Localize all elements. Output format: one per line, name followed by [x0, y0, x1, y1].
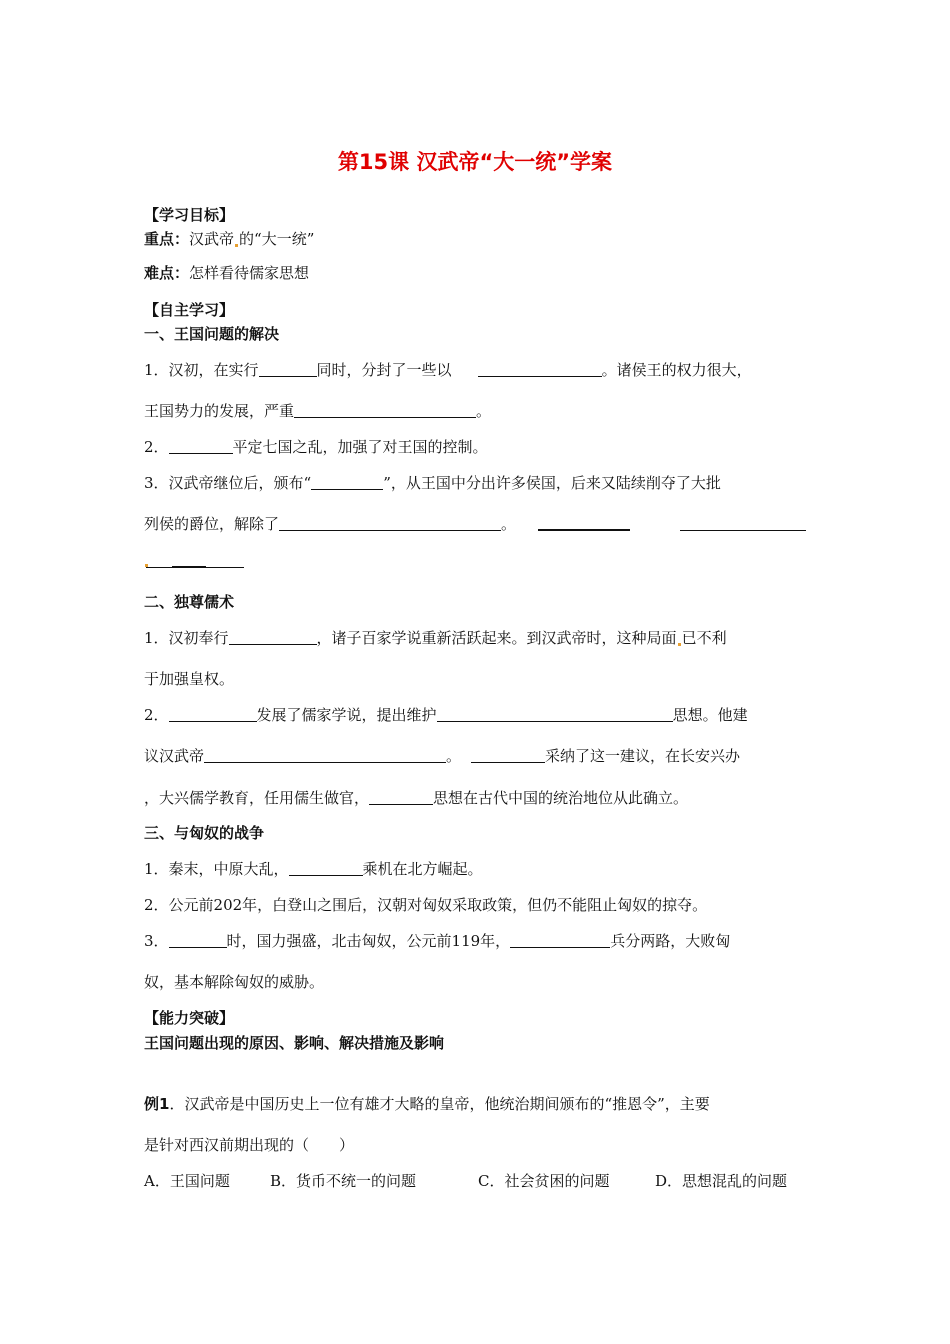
difficult-point-label: 难点： [144, 264, 190, 282]
answer-blank[interactable] [169, 437, 233, 454]
answer-blank[interactable] [204, 746, 446, 763]
text-segment: 。 [446, 747, 462, 765]
s3-question-1 [144, 859, 483, 879]
text-segment: 。 [501, 515, 517, 533]
option-c[interactable]: C．社会贫困的问题 [478, 1172, 610, 1190]
ability-heading: 【能力突破】 [144, 1009, 235, 1027]
self-study-heading: 【自主学习】 [144, 301, 235, 319]
s2-question-2-line-1 [144, 705, 748, 725]
section2-heading: 二、独尊儒术 [144, 593, 235, 611]
answer-blank[interactable] [169, 705, 257, 722]
option-b[interactable]: B．货币不统一的问题 [270, 1172, 417, 1190]
text-segment: ，诸子百家学说重新活跃起来。到汉武帝时，这种局面 [316, 629, 677, 647]
s3-question-2: 2．公元前202年，白登山之围后，汉朝对匈奴采取政策，但仍不能阻止匈奴的掠夺。 [144, 896, 708, 914]
answer-blank[interactable] [510, 931, 610, 948]
text-segment: 2． [144, 438, 169, 456]
s1-question-2 [144, 437, 488, 457]
text-segment: 思想。他建 [672, 706, 748, 724]
text-segment: 兵分两路，大败匈 [610, 932, 731, 950]
text-segment: 2． [144, 706, 169, 724]
s2-question-2-line-2 [144, 746, 740, 766]
answer-blank[interactable] [680, 530, 806, 531]
text-segment: 时，国力强盛，北击匈奴，公元前119年， [226, 932, 511, 950]
example-label: 例1 [144, 1095, 170, 1113]
s1-question-1-line-1 [144, 360, 752, 380]
answer-blank[interactable] [538, 529, 630, 531]
answer-blank[interactable] [169, 931, 227, 948]
s1-question-1-line-2 [144, 401, 491, 421]
text-segment: 。诸侯王的权力很大， [601, 361, 752, 379]
difficult-point-text: 怎样看待儒家思想 [189, 264, 310, 282]
answer-blank[interactable] [294, 401, 476, 418]
text-segment: 发展了儒家学说，提出维护 [256, 706, 437, 724]
text-segment: 1．秦末，中原大乱， [144, 860, 289, 878]
answer-blank[interactable] [471, 746, 545, 763]
section3-heading: 三、与匈奴的战争 [144, 824, 265, 842]
text-segment: 议汉武帝 [144, 747, 205, 765]
s1-question-3-line-1 [144, 473, 721, 493]
answer-blank[interactable] [437, 705, 673, 722]
text-segment: 3．汉武帝继位后，颁布“ [144, 474, 312, 492]
example-1-line-1 [144, 1094, 710, 1114]
ability-subheading: 王国问题出现的原因、影响、解决措施及影响 [144, 1034, 445, 1052]
difficult-point-line [144, 263, 309, 283]
text-segment: 乘机在北方崛起。 [362, 860, 483, 878]
s3-question-3-line-2: 奴，基本解除匈奴的威胁。 [144, 973, 325, 991]
answer-blank[interactable] [229, 628, 317, 645]
answer-blank[interactable] [369, 788, 433, 805]
text-segment: 同时，分封了一些以 [316, 361, 452, 379]
text-segment: 1．汉初，在实行 [144, 361, 259, 379]
text-segment: 王国势力的发展，严重 [144, 402, 295, 420]
answer-blank[interactable] [259, 360, 317, 377]
text-segment: 采纳了这一建议，在长安兴办 [545, 747, 741, 765]
s2-question-1-line-2: 于加强皇权。 [144, 670, 235, 688]
text-segment: ”，从王国中分出许多侯国，后来又陆续削夺了大批 [383, 474, 721, 492]
answer-blank[interactable] [279, 514, 501, 531]
option-d[interactable]: D．思想混乱的问题 [655, 1172, 788, 1190]
text-segment: 。 [476, 402, 492, 420]
s2-question-1-line-1 [144, 628, 727, 648]
answer-blank-mark [172, 566, 206, 568]
mark-dot [678, 643, 681, 646]
section1-heading: 一、王国问题的解决 [144, 325, 280, 343]
text-segment: 1．汉初奉行 [144, 629, 229, 647]
mark-dot [235, 244, 238, 247]
answer-blank[interactable] [311, 473, 383, 490]
text-segment: 思想在古代中国的统治地位从此确立。 [433, 789, 689, 807]
text-segment: ．汉武帝是中国历史上一位有雄才大略的皇帝，他统治期间颁布的“推恩令”，主要 [169, 1095, 710, 1113]
key-point-text-a: 汉武帝 [189, 230, 235, 248]
key-point-label: 重点： [144, 230, 190, 248]
key-point-text-b: 的“大一统” [239, 230, 315, 248]
answer-blank[interactable] [478, 360, 602, 377]
option-a[interactable]: A．王国问题 [144, 1172, 230, 1190]
s3-question-3-line-1 [144, 931, 730, 951]
s2-question-2-line-3 [144, 788, 688, 808]
objectives-heading: 【学习目标】 [144, 206, 235, 224]
text-segment: ，大兴儒学教育，任用儒生做官， [144, 789, 370, 807]
text-segment: 平定七国之乱，加强了对王国的控制。 [232, 438, 488, 456]
s1-question-3-line-2 [144, 514, 516, 534]
example-1-line-2: 是针对西汉前期出现的（ ） [144, 1136, 355, 1154]
text-segment: 列侯的爵位，解除了 [144, 515, 280, 533]
answer-blank[interactable] [289, 859, 363, 876]
text-segment: 已不利 [681, 629, 727, 647]
page-title: 第15课 汉武帝“大一统”学案 [337, 150, 613, 174]
mark-dot [145, 564, 148, 567]
text-segment: 3． [144, 932, 169, 950]
key-point-line [144, 229, 314, 249]
